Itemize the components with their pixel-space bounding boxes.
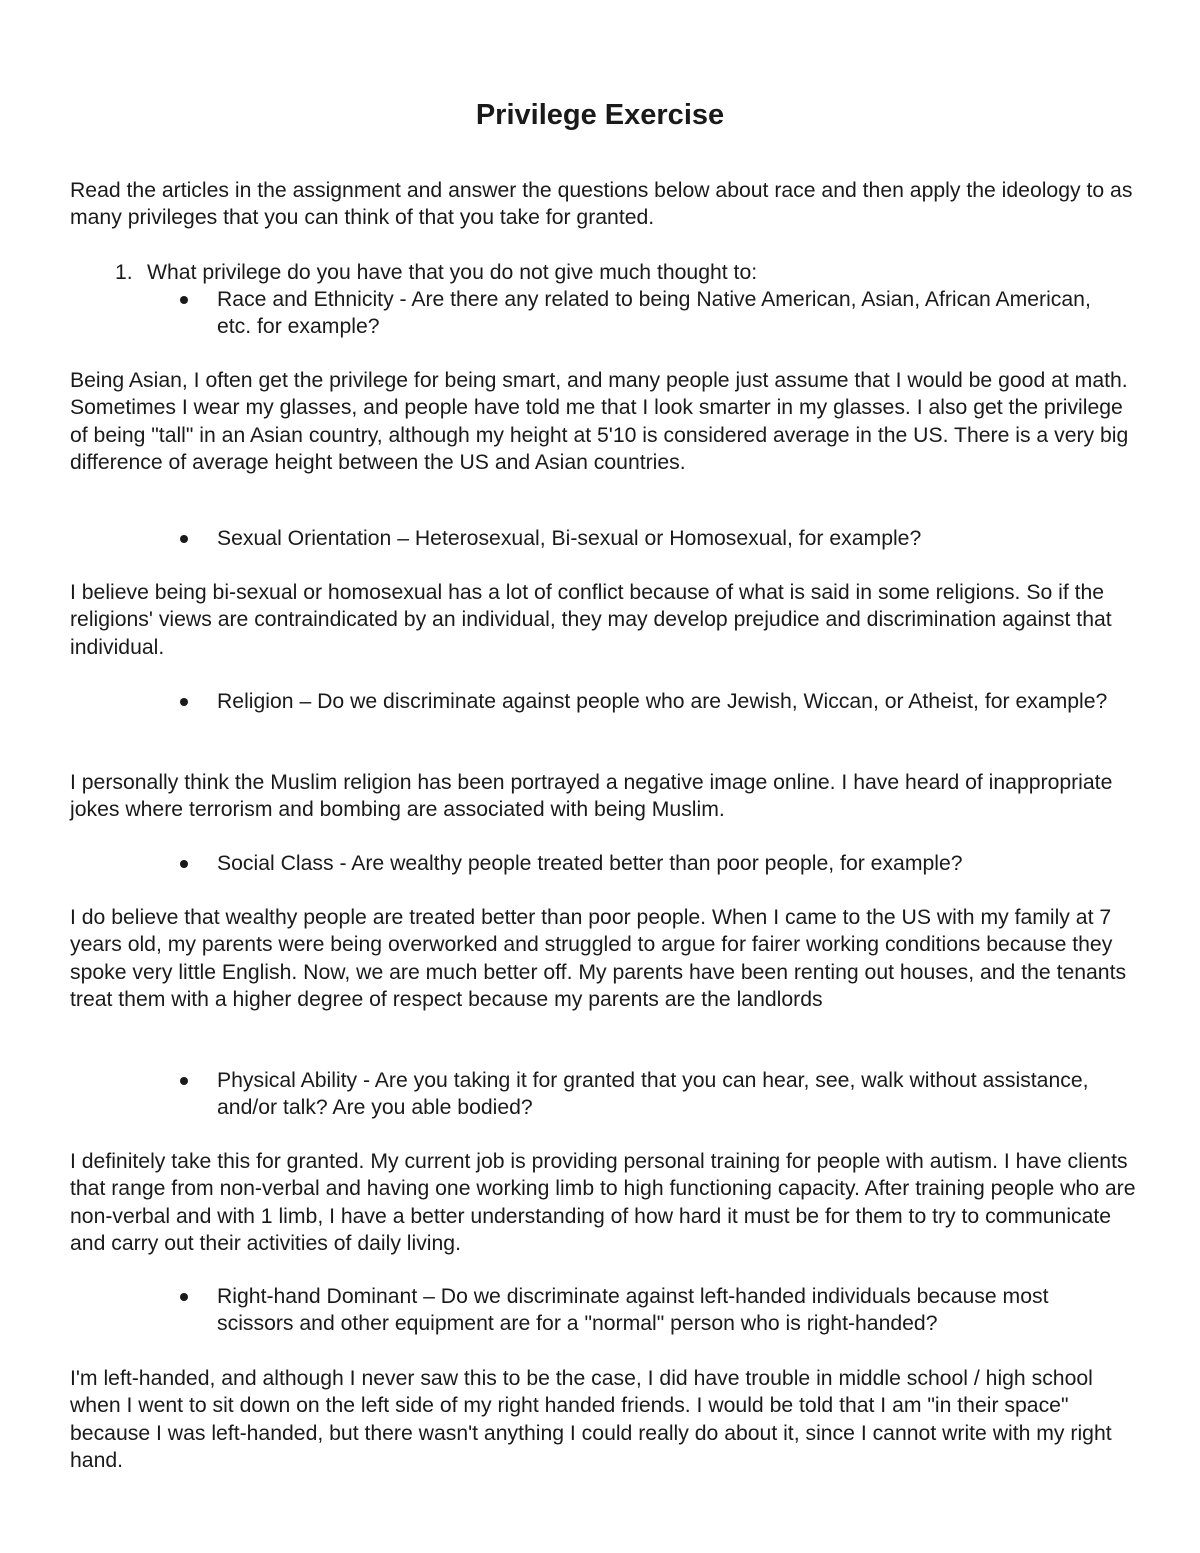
bullet-item-race — [180, 286, 1120, 341]
page-title: Privilege Exercise — [475, 99, 725, 131]
bullet-item-physical-ability — [180, 1067, 1120, 1122]
bullet-item-right-hand — [180, 1283, 1120, 1338]
bullet-icon — [180, 860, 188, 868]
bullet-prompt: Religion – Do we discriminate against people who are Jewish, Wiccan, or Atheist, for example? — [217, 690, 1108, 713]
bullet-prompt: Sexual Orientation – Heterosexual, Bi-sexual or Homosexual, for example? — [217, 527, 922, 550]
bullet-prompt: Social Class - Are wealthy people treated better than poor people, for example? — [217, 852, 963, 875]
question-number: 1. — [115, 261, 133, 284]
question-item — [115, 259, 1015, 286]
bullet-item-social-class — [180, 850, 1120, 877]
answer-paragraph-sexual-orientation: I believe being bi-sexual or homosexual has a lot of conflict because of what is said in some religions. So if the religions' views are contraindicated by an individual, they may develop prejudice and discrimination against that individual. — [70, 581, 1112, 659]
bullet-icon — [180, 296, 188, 304]
question-text: What privilege do you have that you do not give much thought to: — [147, 261, 758, 284]
bullet-item-religion — [180, 688, 1120, 715]
bullet-icon — [180, 535, 188, 543]
intro-paragraph: Read the articles in the assignment and answer the questions below about race and then apply the ideology to as many privileges that you can think of that you take for granted. — [70, 179, 1133, 230]
bullet-item-sexual-orientation — [180, 525, 1120, 552]
answer-paragraph-physical-ability: I definitely take this for granted. My current job is providing personal training for people with autism. I have clients that range from non-verbal and having one working limb to high functioning capacity. After training people who are non-verbal and with 1 limb, I have a better understanding of how hard it must be for them to try to communicate and carry out their activities of daily living. — [70, 1150, 1136, 1255]
bullet-prompt: Race and Ethnicity - Are there any related to being Native American, Asian, African American, etc. for example? — [217, 288, 1091, 339]
answer-paragraph-social-class: I do believe that wealthy people are treated better than poor people. When I came to the US with my family at 7 years old, my parents were being overworked and struggled to argue for fairer working conditions because they spoke very little English. Now, we are much better off. My parents have been renting out houses, and the tenants treat them with a higher degree of respect because my parents are the landlords — [70, 906, 1127, 1011]
bullet-icon — [180, 698, 188, 706]
answer-paragraph-right-hand: I'm left-handed, and although I never saw this to be the case, I did have trouble in middle school / high school when I went to sit down on the left side of my right handed friends. I would be told that I am "in their space" because I was left-handed, but there wasn't anything I could really do about it, since I cannot write with my right hand. — [70, 1367, 1112, 1472]
answer-paragraph-religion: I personally think the Muslim religion has been portrayed a negative image online. I have heard of inappropriate jokes where terrorism and bombing are associated with being Muslim. — [70, 771, 1113, 822]
answer-paragraph-race: Being Asian, I often get the privilege for being smart, and many people just assume that I would be good at math. Sometimes I wear my glasses, and people have told me that I look smarter in my glasses. I also get the privilege of being "tall" in an Asian country, although my height at 5'10 is considered average in the US. There is a very big difference of average height between the US and Asian countries. — [70, 369, 1129, 474]
bullet-icon — [180, 1077, 188, 1085]
bullet-prompt: Physical Ability - Are you taking it for granted that you can hear, see, walk without assistance, and/or talk? Are you able bodied? — [217, 1069, 1089, 1120]
bullet-icon — [180, 1293, 188, 1301]
bullet-prompt: Right-hand Dominant – Do we discriminate against left-handed individuals because most scissors and other equipment are for a "normal" person who is right-handed? — [217, 1285, 1049, 1336]
